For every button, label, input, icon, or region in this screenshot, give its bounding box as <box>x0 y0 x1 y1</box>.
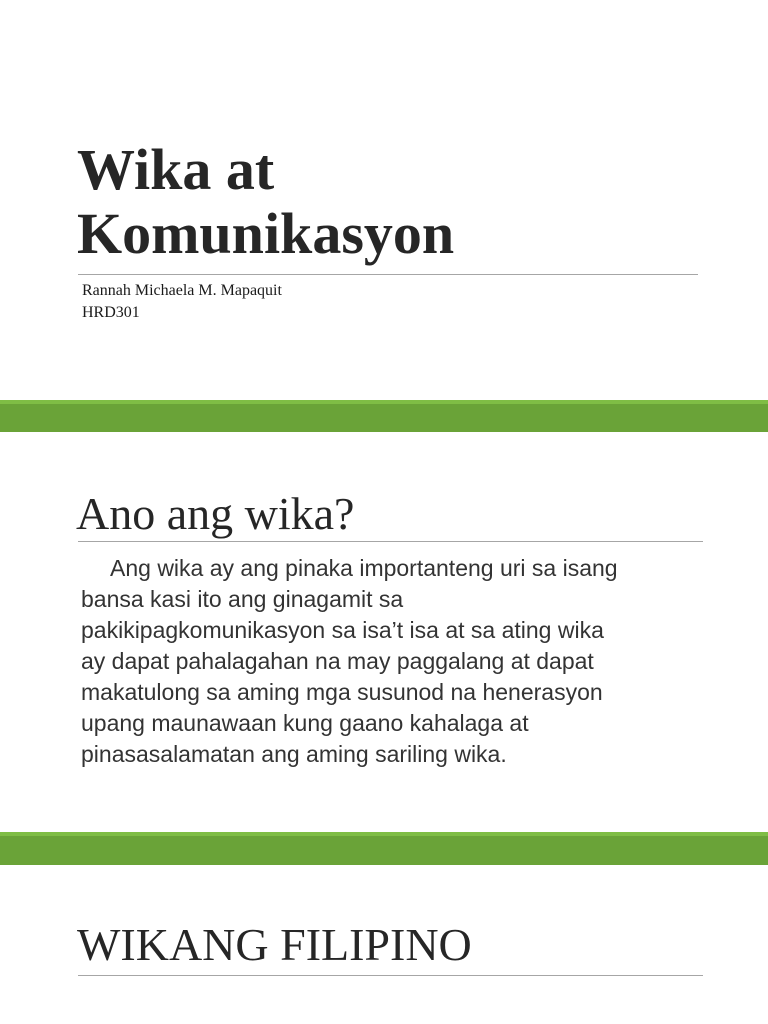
section-heading-divider <box>78 541 703 542</box>
body-line: pakikipagkomunikasyon sa isa’t isa at sa ating wika <box>81 617 604 643</box>
author-name: Rannah Michaela M. Mapaquit <box>82 282 282 299</box>
body-paragraph <box>81 553 711 770</box>
body-line: bansa kasi ito ang ginagamit sa <box>81 586 404 612</box>
body-line: ay dapat pahalagahan na may paggalang at dapat <box>81 648 594 674</box>
subtitle-block <box>82 280 282 324</box>
title-line-1: Wika at <box>77 137 275 202</box>
body-line: makatulong sa aming mga susunod na henerasyon <box>81 679 603 705</box>
slide-separator-band <box>0 832 768 865</box>
section-heading-divider <box>78 975 703 976</box>
title-line-2: Komunikasyon <box>77 201 455 266</box>
section-heading: Ano ang wika? <box>76 488 355 539</box>
body-line: pinasasalamatan ang aming sariling wika. <box>81 741 507 767</box>
slide-separator-band <box>0 400 768 432</box>
course-code: HRD301 <box>82 304 140 321</box>
body-line: Ang wika ay ang pinaka importanteng uri sa isang <box>110 555 618 581</box>
title <box>77 138 454 266</box>
title-divider <box>78 274 698 275</box>
body-line: upang maunawaan kung gaano kahalaga at <box>81 710 529 736</box>
section-heading: WIKANG FILIPINO <box>77 919 472 970</box>
